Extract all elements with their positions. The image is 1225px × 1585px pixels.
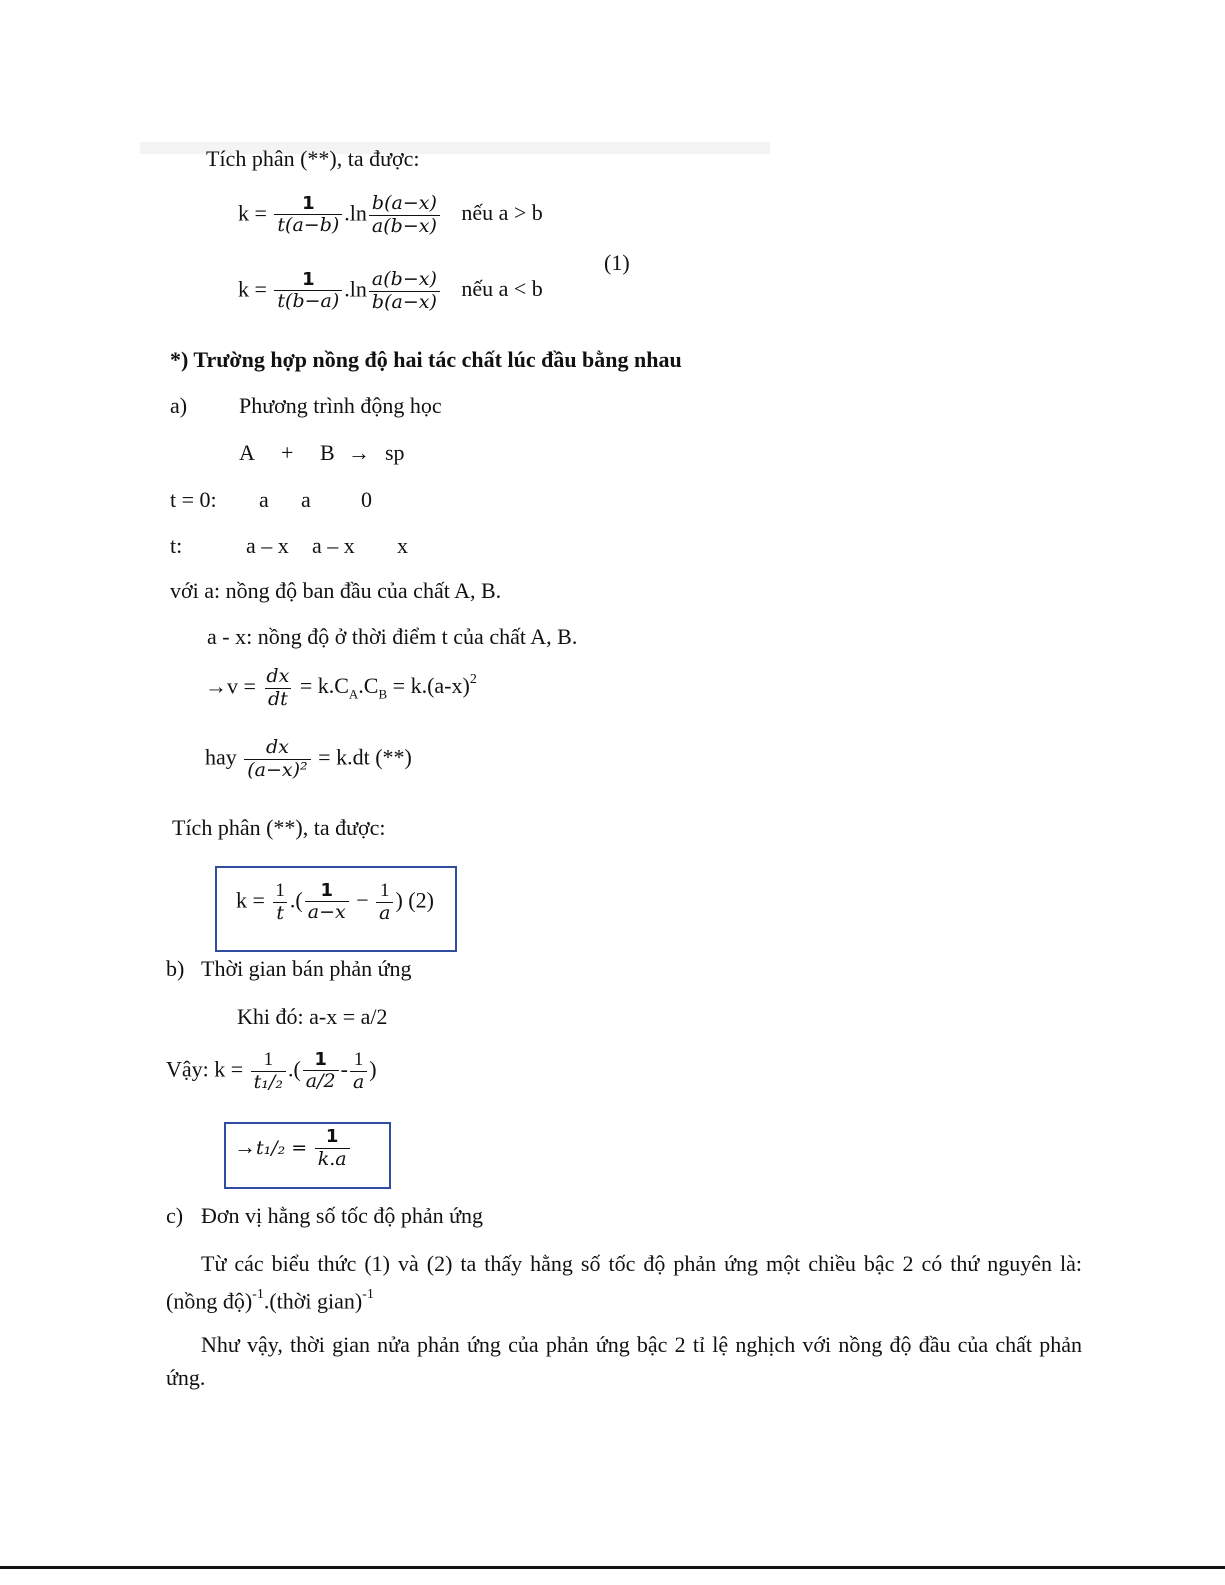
paragraph-conclusion: Như vậy, thời gian nửa phản ứng của phản ứng bậc 2 tỉ lệ nghịch với nồng độ đầu của chất phản ứng. <box>166 1332 1082 1390</box>
reaction-plus: + <box>281 440 294 465</box>
row-t-x: x <box>397 533 408 558</box>
denominator: a/2 <box>303 1070 339 1093</box>
fraction <box>274 194 342 238</box>
numerator: dx <box>266 665 290 687</box>
one-over-t-half <box>251 1049 286 1094</box>
vay-equation <box>166 1049 377 1094</box>
part-b-marker: b) <box>166 956 185 981</box>
fraction <box>274 270 342 314</box>
numerator: b(a−x) <box>371 192 437 214</box>
reaction-arrow: → <box>348 440 370 465</box>
part-c-marker: c) <box>166 1203 184 1228</box>
numerator: 1 <box>275 880 285 901</box>
intro-2: Tích phân (**), ta được: <box>172 815 386 840</box>
paren-open: .( <box>289 887 303 913</box>
paragraph-units: Từ các biểu thức (1) và (2) ta thấy hằng số tốc độ phản ứng một chiều bậc 2 có thứ nguyên là: (nồng độ)$^{-1}$.(thời gian)$^{-1}$ <box>166 1251 1082 1314</box>
paren-open: .( <box>287 1056 301 1082</box>
reaction-B: B <box>320 440 335 465</box>
condition: nếu a > b <box>461 200 543 226</box>
arrow: → <box>234 1133 256 1159</box>
part-c-title: Đơn vị hằng số tốc độ phản ứng <box>201 1203 484 1228</box>
note-initial-concentration: với a: nồng độ ban đầu của chất A, B. <box>170 578 502 603</box>
dx-dt-fraction <box>263 666 292 711</box>
numerator: 1 <box>302 268 315 290</box>
one-over-a <box>376 880 393 925</box>
paren-close: ) <box>395 887 403 913</box>
denominator: k.a <box>315 1148 350 1171</box>
equation-1-label: (1) <box>604 250 630 275</box>
hay-word: hay <box>205 744 237 770</box>
vay-word: Vậy: k = <box>166 1056 244 1082</box>
row-t-ax1: a – x <box>246 533 289 558</box>
denominator: t₁/₂ <box>251 1071 286 1094</box>
rate-prefix: →v = <box>205 673 256 699</box>
one-over-t <box>272 880 288 925</box>
reaction-A: A <box>239 440 255 465</box>
hay-equation <box>205 737 412 782</box>
row-t0-a2: a <box>301 487 311 512</box>
denominator: a <box>350 1071 367 1094</box>
ln-fraction <box>369 193 440 238</box>
denominator: b(a−x) <box>369 291 440 314</box>
denominator: t(b−a) <box>274 290 342 313</box>
row-t-ax2: a – x <box>312 533 355 558</box>
rate-equation <box>205 666 477 711</box>
k-equals: k = <box>238 200 267 226</box>
part-a-marker: a) <box>170 393 188 418</box>
one-over-a <box>350 1049 367 1094</box>
condition: nếu a < b <box>461 276 543 302</box>
intro-text: Tích phân (**), ta được: <box>206 146 420 171</box>
denominator: a(b−x) <box>369 215 440 238</box>
minus: - <box>340 1056 348 1082</box>
part-b-title: Thời gian bán phản ứng <box>201 956 412 981</box>
part-a-title: Phương trình động học <box>239 393 442 418</box>
denominator: (a−x)² <box>244 759 310 782</box>
numerator: 1 <box>302 192 315 214</box>
minus: − <box>356 887 369 913</box>
note-concentration-at-t: a - x: nồng độ ở thời điểm t của chất A, B. <box>207 624 578 649</box>
reaction-product: sp <box>385 440 405 465</box>
row-t0-label: t = 0: <box>170 487 217 512</box>
numerator: 1 <box>314 1048 327 1070</box>
denominator: t(a−b) <box>274 214 342 237</box>
row-t0-zero: 0 <box>361 487 372 512</box>
denominator: a−x <box>305 901 349 924</box>
ln: .ln <box>344 276 367 302</box>
numerator: 1 <box>320 879 333 901</box>
one-over-ka <box>315 1127 350 1171</box>
k-equals: k = <box>236 887 265 913</box>
equation-1-top <box>238 193 543 238</box>
khi-do: Khi đó: a-x = a/2 <box>237 1004 388 1029</box>
numerator: dx <box>266 736 289 758</box>
page-bottom-border <box>0 1566 1225 1569</box>
equation-2 <box>236 880 434 925</box>
k-equals: k = <box>238 276 267 302</box>
t-half-lhs: t₁/₂ = <box>256 1136 308 1159</box>
one-over-a-half <box>303 1050 339 1094</box>
numerator: 1 <box>325 1126 339 1147</box>
paren-close: ) <box>369 1056 377 1082</box>
row-t0-a1: a <box>259 487 269 512</box>
section-heading: *) Trường hợp nồng độ hai tác chất lúc đầu bằng nhau <box>170 347 682 372</box>
denominator: t <box>273 902 287 925</box>
numerator: 1 <box>380 880 390 901</box>
dx-fraction <box>244 737 310 782</box>
denominator: a <box>376 902 393 925</box>
hay-rhs: = k.dt (**) <box>318 744 412 770</box>
row-t-label: t: <box>170 533 183 558</box>
denominator: dt <box>265 688 291 711</box>
numerator: a(b−x) <box>371 268 437 290</box>
numerator: 1 <box>353 1049 364 1070</box>
half-life-result <box>234 1127 352 1171</box>
ln: .ln <box>344 200 367 226</box>
equation-1-bottom <box>238 269 543 314</box>
numerator: 1 <box>263 1049 274 1070</box>
equation-2-label: (2) <box>408 887 434 913</box>
one-over-a-minus-x <box>305 881 349 925</box>
rate-rhs: = $k.C_A.C_B = k.(a-x)^2$ <box>299 672 477 702</box>
ln-fraction <box>369 269 440 314</box>
